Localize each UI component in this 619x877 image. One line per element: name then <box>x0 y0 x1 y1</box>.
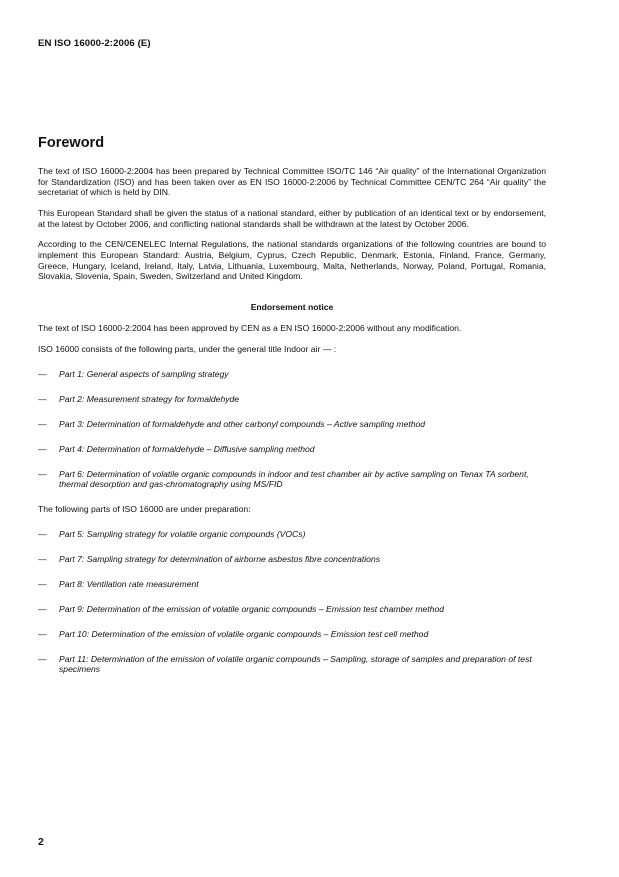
part-title: Part 6: Determination of volatile organic compounds in indoor and test chamber air by active sampling on Tenax TA sorbent, thermal desorption and gas-chromatography using MS/FID <box>59 468 529 490</box>
list-item <box>38 579 546 590</box>
list-item <box>38 629 546 640</box>
list-item <box>38 529 546 540</box>
part-title: Part 4: Determination of formaldehyde – Diffusive sampling method <box>59 443 315 454</box>
part-title: Part 1: General aspects of sampling strategy <box>59 368 229 379</box>
list-dash: — <box>38 418 47 429</box>
foreword-paragraph: According to the CEN/CENELEC Internal Regulations, the national standards organizations of the following countries are bound to implement this European Standard: Austria, Belgium, Cyprus, Czech Republic, Denmark, Estonia, Finland, France, Germany, Greece, Hungary, Iceland, Ireland, Italy, Latvia, Lithuania, Luxembourg, Malta, Netherlands, Norway, Poland, Portugal, Romania, Slovakia, Slovenia, Spain, Sweden, Switzerland and United Kingdom. <box>38 239 546 282</box>
list-dash: — <box>38 528 47 539</box>
list-dash: — <box>38 653 47 664</box>
part-title: Part 5: Sampling strategy for volatile organic compounds (VOCs) <box>59 528 306 539</box>
foreword-paragraph: This European Standard shall be given the status of a national standard, either by publication of an identical text or by endorsement, at the latest by October 2006, and conflicting national standards shall be withdrawn at the latest by October 2006. <box>38 207 546 229</box>
part-title: Part 8: Ventilation rate measurement <box>59 578 199 589</box>
part-title: Part 2: Measurement strategy for formaldehyde <box>59 393 240 404</box>
preparation-intro: The following parts of ISO 16000 are under preparation: <box>38 504 251 515</box>
part-title: Part 9: Determination of the emission of volatile organic compounds – Emission test chamber method <box>59 603 444 614</box>
document-reference: EN ISO 16000-2:2006 (E) <box>38 38 151 49</box>
document-body <box>38 166 546 689</box>
page-number: 2 <box>38 836 44 848</box>
list-item <box>38 604 546 615</box>
list-item <box>38 369 546 380</box>
list-dash: — <box>38 368 47 379</box>
part-title: Part 10: Determination of the emission of volatile organic compounds – Emission test cell method <box>59 628 429 639</box>
list-item <box>38 444 546 455</box>
endorsement-heading: Endorsement notice <box>250 301 334 312</box>
list-dash: — <box>38 468 47 479</box>
list-item <box>38 469 546 490</box>
list-dash: — <box>38 578 47 589</box>
list-dash: — <box>38 443 47 454</box>
list-item <box>38 554 546 565</box>
part-title: Part 11: Determination of the emission of volatile organic compounds – Sampling, storage of samples and preparation of test specimens <box>59 653 532 675</box>
part-title: Part 3: Determination of formaldehyde and other carbonyl compounds – Active sampling method <box>59 418 426 429</box>
list-item <box>38 394 546 405</box>
parts-intro: ISO 16000 consists of the following parts, under the general title Indoor air — : <box>38 344 337 355</box>
list-dash: — <box>38 393 47 404</box>
list-dash: — <box>38 603 47 614</box>
list-dash: — <box>38 553 47 564</box>
list-dash: — <box>38 628 47 639</box>
endorsement-text: The text of ISO 16000-2:2004 has been approved by CEN as a EN ISO 16000-2:2006 without any modification. <box>38 323 462 334</box>
foreword-paragraph: The text of ISO 16000-2:2004 has been prepared by Technical Committee ISO/TC 146 “Air quality” of the International Organization for Standardization (ISO) and has been taken over as EN ISO 16000-2:2006 by Technical Committee CEN/TC 264 “Air quality” the secretariat of which is held by DIN. <box>38 166 546 198</box>
list-item <box>38 419 546 430</box>
list-item <box>38 654 546 675</box>
part-title: Part 7: Sampling strategy for determination of airborne asbestos fibre concentrations <box>59 553 381 564</box>
foreword-title: Foreword <box>38 135 105 151</box>
